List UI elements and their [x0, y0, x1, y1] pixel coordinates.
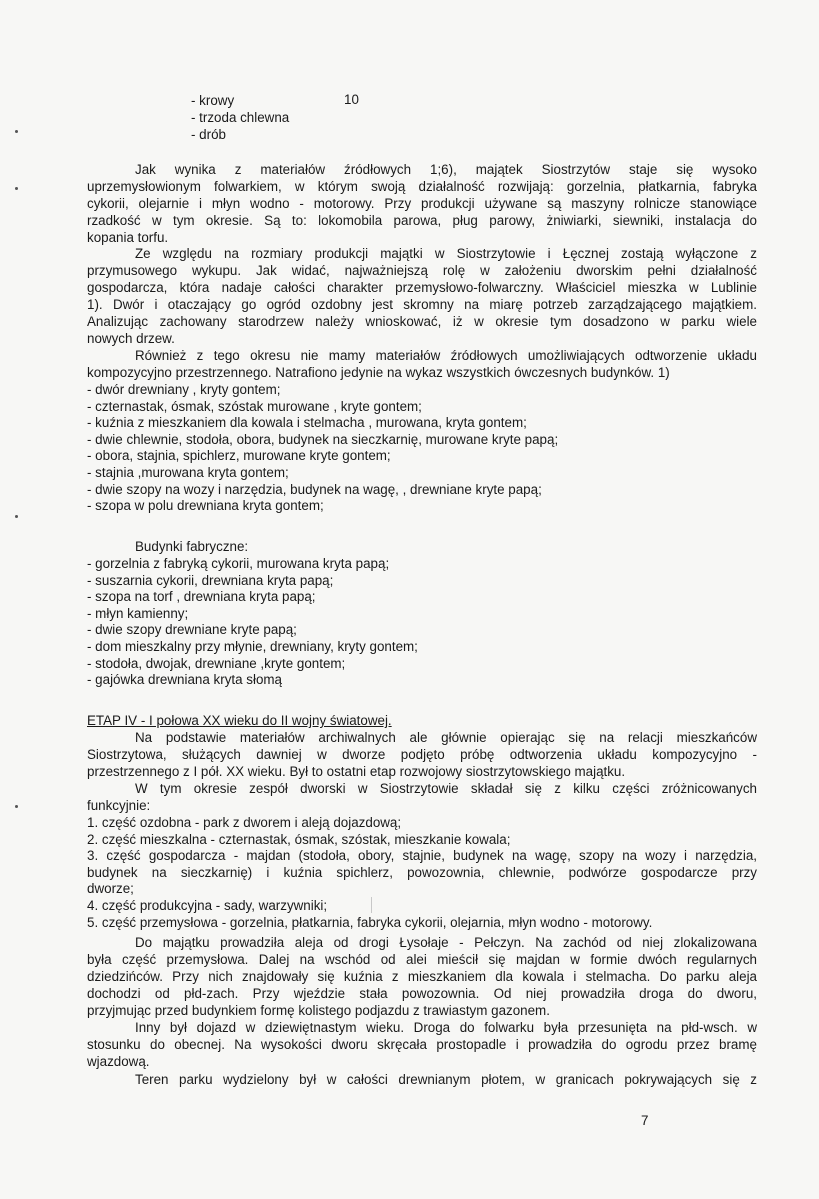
- scan-speck: [15, 187, 18, 190]
- paragraph-2: [87, 246, 757, 347]
- factory-list: [87, 556, 767, 689]
- list-item: 5. część przemysłowa - gorzelnia, płatkarnia, fabryka cykorii, olejarnia, młyn wodno - motorowy.: [87, 914, 653, 930]
- text-line: 1). Dwór i otaczający go ogród ozdobny jest skromny na miarę potrzeb zarządzającego majątkiem.: [87, 296, 757, 312]
- list-item: - dwór drewniany , kryty gontem;: [87, 382, 281, 397]
- paragraph-1: [87, 162, 757, 247]
- top-list: [191, 92, 391, 143]
- text-line: stosunku do obecnej. Na wysokości dworu skręcała prostopadle i prowadziła do ogrodu przez bramę: [87, 1036, 757, 1052]
- text-line: Ze względu na rozmiary produkcji majątki w Siostrzytowie i Łęcznej zostają wyłączone z: [135, 246, 757, 261]
- text-line: dziedzińców. Przy nich znajdowały się kuźnia z mieszkaniem dla kowala i stelmacha. Do parku aleja: [87, 968, 757, 984]
- text-line: funkcyjnie:: [87, 797, 151, 813]
- text-line: kopania torfu.: [87, 229, 169, 245]
- text-line: była część przemysłowa. Dalej na wschód od alei mieścił się majdan w formie dwóch regularnych: [87, 951, 757, 967]
- paragraph-7: [87, 1020, 757, 1071]
- text-line: Teren parku wydzielony był w całości drewnianym płotem, w granicach pokrywających się z: [135, 1072, 757, 1087]
- text-line: Siostrzytowa, służących dawniej w dworze podjęto próbę odtworzenia układu kompozycyjno -: [87, 746, 757, 762]
- scan-speck: [15, 515, 18, 518]
- section-heading: ETAP IV - I połowa XX wieku do II wojny światowej.: [87, 713, 392, 728]
- text-line: W tym okresie zespół dworski w Siostrzytowie składał się z kilku części zróżnicowanych: [135, 781, 757, 796]
- list-item: budynek na sieczkarnię) i kuźnia spichlerz, powozownia, chlewnie, podwórze gospodarcze przy: [87, 864, 757, 880]
- list-item: - gorzelnia z fabryką cykorii, murowana kryta papą;: [87, 556, 390, 571]
- list-item: - kuźnia z mieszkaniem dla kowala i stelmacha , murowana, kryta gontem;: [87, 415, 527, 431]
- list-item: dworze;: [87, 881, 134, 897]
- list-item: - stajnia ,murowana kryta gontem;: [87, 464, 289, 480]
- text-line: wjazdową.: [87, 1053, 150, 1069]
- list-item: 4. część produkcyjna - sady, warzywniki;: [87, 897, 328, 913]
- text-line: kompozycyjno przestrzennego. Natrafiono jedynie na wykaz wszystkich ówczesnych budynków. 1): [87, 364, 670, 380]
- list-item: - dom mieszkalny przy młynie, drewniany, kryty gontem;: [87, 638, 418, 654]
- list-item: - gajówka drewniana kryta słomą: [87, 672, 282, 688]
- text-line: przyjmując przed budynkiem formę kolistego podjazdu z trawiastym gazonem.: [87, 1002, 550, 1018]
- list-item: - trzoda chlewna: [191, 110, 290, 125]
- functions-list: [87, 815, 767, 931]
- factory-heading: Budynki fabryczne:: [135, 539, 249, 554]
- list-item: 3. część gospodarcza - majdan (stodoła, obory, stajnie, budynek na wagę, szopy na wozy i narzędzia,: [87, 848, 757, 864]
- text-line: Do majątku prowadziła aleja od drogi Łysołaje - Pełczyn. Na zachód od niej zlokalizowana: [135, 935, 757, 950]
- buildings-list: [87, 382, 767, 515]
- list-item: - młyn kamienny;: [87, 605, 189, 621]
- page-number: 7: [641, 1113, 649, 1128]
- text-line: rzadkość w tym okresie. Są to: lokomobila parowa, pług parowy, żniwiarki, siewniki, instalacja do: [87, 212, 757, 228]
- text-line: przestrzennego z I pół. XX wieku. Był to ostatni etap rozwojowy siostrzytowskiego majątku.: [87, 763, 626, 779]
- text-line: Również z tego okresu nie mamy materiałów źródłowych umożliwiających odtworzenie układu: [135, 348, 757, 363]
- list-item: 1. część ozdobna - park z dworem i aleją dojazdową;: [87, 815, 402, 830]
- list-item: - dwie chlewnie, stodoła, obora, budynek na sieczkarnię, murowane kryte papą;: [87, 431, 559, 447]
- text-line: Jak wynika z materiałów źródłowych 1;6), majątek Siostrzytów staje się wysoko: [135, 162, 757, 177]
- text-line: Analizując zachowany starodrzew należy wnioskować, iż w okresie tym dosadzono w parku wiele: [87, 313, 757, 329]
- scan-speck: [15, 805, 18, 808]
- text-line: uprzemysłowionym folwarkiem, w którym swoją działalność rozwijają: gorzelnia, płatkarnia, fabryka: [87, 178, 757, 194]
- paragraph-8: [87, 1072, 757, 1089]
- list-item: - obora, stajnia, spichlerz, murowane kryte gontem;: [87, 448, 391, 464]
- text-line: Inny był dojazd w dziewiętnastym wieku. Droga do folwarku była przesunięta na płd-wsch. w: [135, 1020, 757, 1035]
- text-line: przymusowego wykupu. Jak widać, najważniejszą rolę w założeniu dworskim pełni działalność: [87, 262, 757, 278]
- text-line: dochodzi od płd-zach. Przy wjeździe stała powozownia. Od niej prowadziła droga do dworu,: [87, 985, 757, 1001]
- paragraph-5: [87, 781, 757, 815]
- list-item: - krowy: [191, 93, 235, 108]
- paragraph-3: [87, 348, 757, 382]
- paragraph-6: [87, 935, 757, 1020]
- text-line: gospodarcza, która nadaje całości charakter przemysłowo-folwarczny. Właściciel mieszka w Lublinie: [87, 279, 757, 295]
- paragraph-4: [87, 730, 757, 781]
- list-item: - drób: [191, 127, 226, 142]
- text-line: nowych drzew.: [87, 330, 175, 346]
- list-item: - czternastak, ósmak, szóstak murowane , kryte gontem;: [87, 398, 422, 414]
- list-item: - suszarnia cykorii, drewniana kryta papą;: [87, 572, 334, 588]
- list-item: - szopa na torf , drewniana kryta papą;: [87, 589, 316, 605]
- top-page-number: 10: [344, 92, 359, 107]
- list-item: - dwie szopy na wozy i narzędzia, budynek na wagę, , drewniane kryte papą;: [87, 481, 542, 497]
- list-item: - stodoła, dwojak, drewniane ,kryte gontem;: [87, 655, 346, 671]
- text-line: cykorii, olejarnie i młyn wodno - motorowy. Przy produkcji używane są maszyny rolnicze stanowiące: [87, 195, 757, 211]
- list-item: - dwie szopy drewniane kryte papą;: [87, 622, 297, 638]
- list-item: - szopa w polu drewniana kryta gontem;: [87, 498, 324, 514]
- scan-speck: [15, 130, 18, 133]
- list-item: 2. część mieszkalna - czternastak, ósmak, szóstak, mieszkanie kowala;: [87, 831, 511, 847]
- text-line: Na podstawie materiałów archiwalnych ale głównie opierając się na relacji mieszkańców: [135, 730, 757, 745]
